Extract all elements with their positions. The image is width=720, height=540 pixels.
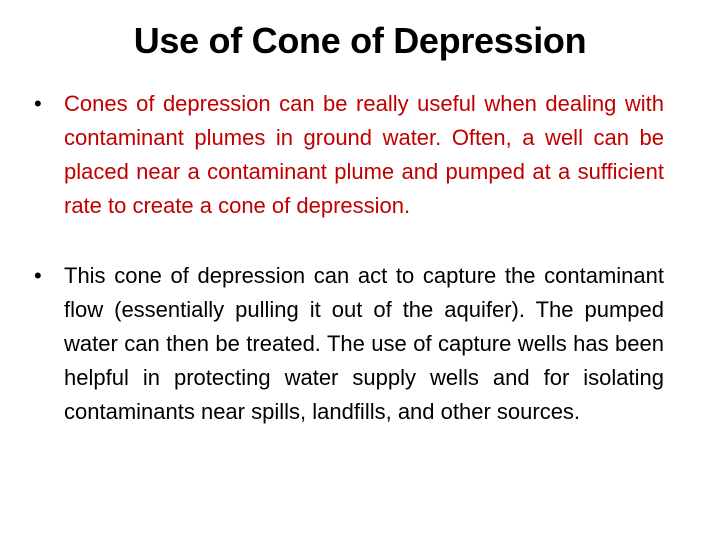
bullet-marker: • xyxy=(34,91,42,116)
bullet-item-capture-wells xyxy=(34,259,664,429)
bullet-item-cone-usefulness xyxy=(34,87,664,223)
bullet-list xyxy=(34,87,664,429)
bullet-text: Cones of depression can be really useful when dealing with contaminant plumes in ground water. Often, a well can be placed near a contaminant plume and pumped at a sufficient rate to create a cone of depression. xyxy=(64,91,664,218)
bullet-text: This cone of depression can act to capture the contaminant flow (essentially pulling it out of the aquifer). The pumped water can then be treated. The use of capture wells has been helpful in protecting water supply wells and for isolating contaminants near spills, landfills, and other sources. xyxy=(64,263,664,424)
bullet-marker: • xyxy=(34,263,42,288)
slide-title: Use of Cone of Depression xyxy=(133,20,587,61)
